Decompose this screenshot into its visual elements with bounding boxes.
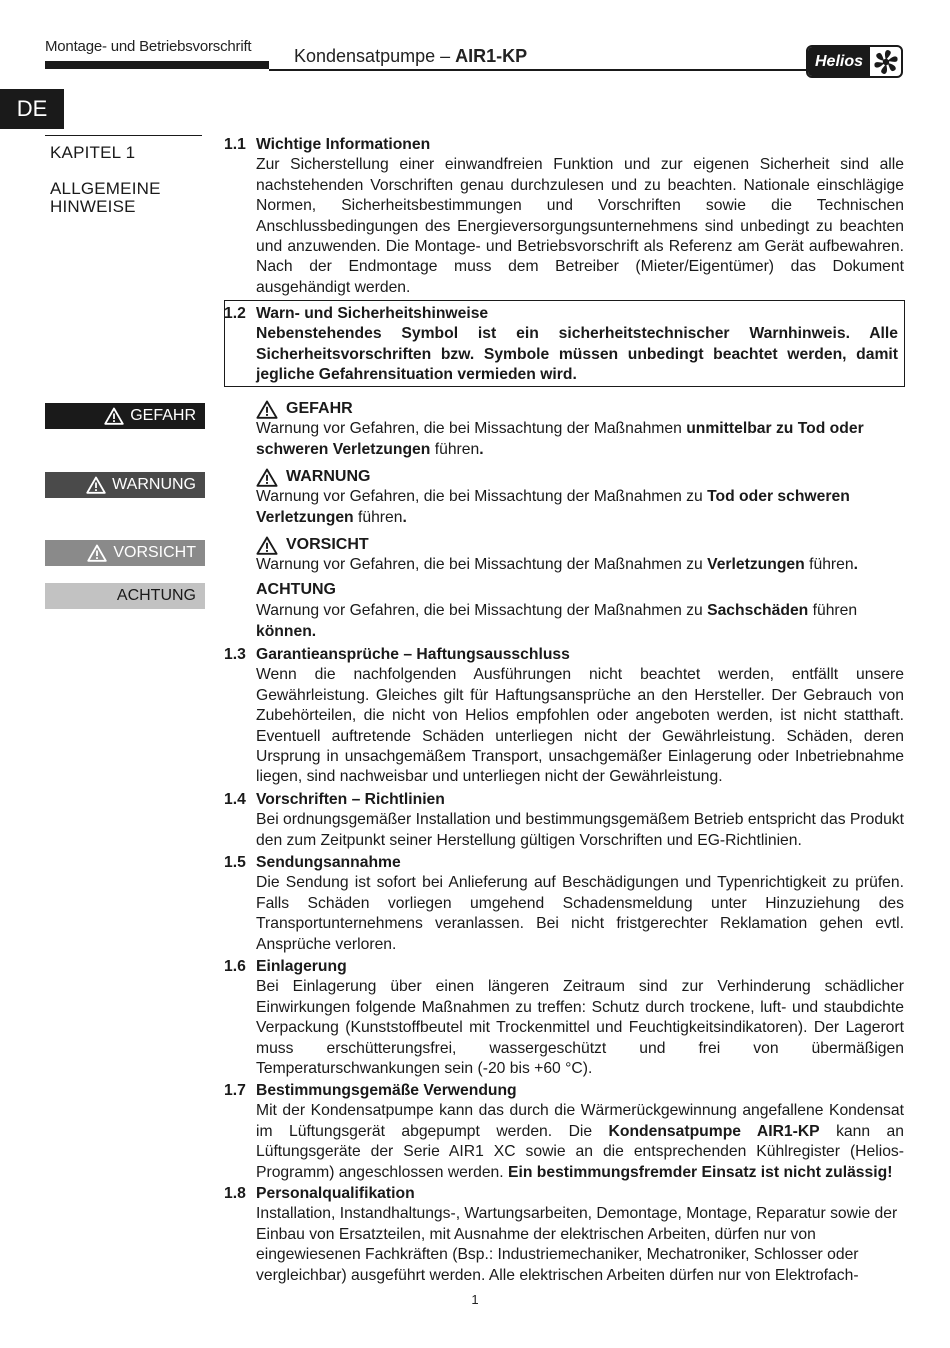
chapter-title bbox=[50, 180, 161, 216]
logo-text: Helios bbox=[808, 47, 870, 76]
section-body bbox=[256, 1101, 904, 1183]
warning-title-text: VORSICHT bbox=[286, 536, 369, 553]
section-title: Wichtige Informationen bbox=[256, 136, 431, 153]
section-body: Nebenstehendes Symbol ist ein sicherheitstechnischer Warnhinweis. Alle Sicherheitsvorschriften bzw. Symbole müssen unbedingt beachtet werden, damit jegliche Gefahrensituation vermieden wird. bbox=[256, 325, 898, 384]
section-title: Personalqualifikation bbox=[256, 1185, 415, 1202]
text-emphasis: Tod oder schweren Verletzungen bbox=[256, 488, 850, 526]
section-heading bbox=[224, 790, 904, 810]
label-achtung bbox=[45, 583, 205, 609]
chapter-rule bbox=[45, 135, 202, 136]
document-title bbox=[294, 46, 527, 67]
section-body: Installation, Instandhaltungs-, Wartungsarbeiten, Demontage, Montage, Reparatur sowie der Einbau von Ersatzteilen, mit Ausnahme der elektrischen Arbeiten, dürfen nur von eingewiesenen Fachkräften (Bsp.: Industriemechaniker, Mechatroniker, Schlosser oder vergleichbar) ausgeführt werden. Alle elektrischen Arbeiten dürfen nur von Elektrofach- bbox=[256, 1205, 898, 1284]
section-number: 1.8 bbox=[224, 1185, 246, 1202]
section-heading bbox=[224, 853, 904, 873]
text-run: Warnung vor Gefahren, die bei Missachtung der Maßnahmen bbox=[256, 420, 687, 438]
text-run: führen bbox=[804, 556, 854, 574]
section-number: 1.1 bbox=[224, 136, 246, 153]
section-heading bbox=[224, 1081, 904, 1101]
text-run: Warnung vor Gefahren, die bei Missachtung der Maßnahmen zu bbox=[256, 488, 708, 506]
text-run: kann an Lüftungsgeräte der Serie AIR1 XC sowie an die entsprechenden Kühlregister (Helios-Programm) angeschlossen werden. bbox=[256, 1122, 904, 1181]
helios-logo bbox=[806, 45, 903, 78]
text-emphasis: Verletzungen bbox=[707, 556, 805, 574]
text-emphasis: Ein bestimmungsfremder Einsatz ist nicht zulässig! bbox=[508, 1163, 893, 1181]
document-type-label: Montage- und Betriebsvorschrift bbox=[45, 38, 252, 55]
section-1-2 bbox=[224, 304, 904, 386]
label-vorsicht bbox=[45, 540, 205, 566]
warning-vorsicht bbox=[256, 535, 904, 576]
warning-text bbox=[256, 487, 904, 528]
section-1-6 bbox=[224, 957, 904, 1079]
text-emphasis: unmittelbar zu Tod oder schweren Verletzungen bbox=[256, 420, 864, 458]
warning-triangle-icon bbox=[256, 400, 278, 419]
warning-text bbox=[256, 555, 904, 575]
label-warnung bbox=[45, 472, 205, 498]
warning-title-text: ACHTUNG bbox=[256, 581, 336, 598]
title-prefix: Kondensatpumpe – bbox=[294, 46, 456, 66]
label-text: VORSICHT bbox=[113, 544, 196, 561]
label-gefahr bbox=[45, 403, 205, 429]
section-number: 1.2 bbox=[224, 305, 246, 322]
section-1-3 bbox=[224, 645, 904, 788]
section-heading bbox=[224, 1184, 904, 1204]
text-emphasis: . bbox=[479, 440, 484, 458]
text-emphasis: Kondensatpumpe AIR1-KP bbox=[608, 1122, 820, 1140]
section-heading bbox=[224, 645, 904, 665]
text-run: führen bbox=[353, 508, 403, 526]
warning-title-text: GEFAHR bbox=[286, 400, 353, 417]
section-1-8 bbox=[224, 1184, 904, 1286]
text-emphasis: können. bbox=[256, 622, 317, 640]
title-model: AIR1-KP bbox=[455, 46, 528, 66]
text-run: Warnung vor Gefahren, die bei Missachtung der Maßnahmen zu bbox=[256, 556, 708, 574]
section-number: 1.3 bbox=[224, 646, 246, 663]
text-run: führen bbox=[808, 602, 858, 620]
fan-icon bbox=[870, 49, 901, 75]
warning-achtung bbox=[256, 580, 904, 642]
warning-title bbox=[256, 535, 904, 555]
section-body: Bei ordnungsgemäßer Installation und bestimmungsgemäßem Betrieb entspricht das Produkt den zum Zeitpunkt seiner Herstellung gültigen Vorschriften und EG-Richtlinien. bbox=[256, 811, 904, 849]
section-1-4 bbox=[224, 790, 904, 851]
warning-text bbox=[256, 601, 904, 642]
section-body: Bei Einlagerung über einen längeren Zeitraum sind zur Verhinderung schädlicher Einwirkungen folgende Maßnahmen zu treffen: Schutz durch trockene, luft- und staubdichte Verpackung (Kunststoffbeutel mit Trockenmittel und Feuchtigkeitsindikatoren). Der Lagerort muss erschütterungsfrei, wassergeschützt und frei von übermäßigen Temperaturschwankungen sein (-20 bis +60 °C). bbox=[256, 978, 904, 1078]
section-title: Warn- und Sicherheitshinweise bbox=[256, 305, 489, 322]
section-title: Einlagerung bbox=[256, 958, 347, 975]
section-heading bbox=[224, 135, 904, 155]
warning-triangle-icon bbox=[256, 468, 278, 487]
header-bar bbox=[45, 61, 269, 69]
section-title: Bestimmungsgemäße Verwendung bbox=[256, 1082, 517, 1099]
text-run: führen bbox=[430, 440, 480, 458]
section-1-1 bbox=[224, 135, 904, 298]
section-1-7 bbox=[224, 1081, 904, 1183]
warning-triangle-icon bbox=[86, 476, 106, 494]
text-emphasis: . bbox=[402, 508, 407, 526]
warning-warnung bbox=[256, 467, 904, 528]
section-number: 1.6 bbox=[224, 958, 246, 975]
section-body: Zur Sicherstellung einer einwandfreien Funktion und zur eigenen Sicherheit sind alle nachstehenden Vorschriften genau durchzulesen und zu beachten. Nationale einschlägige Normen, Sicherheitsbestimmungen und Vorschriften sowie die Technischen Anschlussbedingungen des Energieversorgungsunternehmens sind unbedingt zu beachten und anzuwenden. Die Montage- und Betriebsvorschrift als Referenz am Gerät aufbewahren. Nach der Endmontage muss dem Betreiber (Mieter/Eigentümer) das Dokument ausgehändigt werden. bbox=[256, 156, 904, 296]
warning-text bbox=[256, 419, 904, 460]
page-number: 1 bbox=[471, 1292, 479, 1307]
warning-triangle-icon bbox=[256, 536, 278, 555]
section-body: Wenn die nachfolgenden Ausführungen nicht beachtet werden, entfällt unsere Gewährleistung. Gleiches gilt für Haftungsansprüche an den Hersteller. Der Gebrauch von Zubehörteilen, die nicht von Helios empfohlen oder angeboten werden, ist nicht statthaft. Eventuell auftretende Schäden unterliegen nicht der Gewährleistung. Schäden, deren Ursprung in unsachgemäßem Transport, unsachgemäßer Einlagerung oder Inbetriebnahme liegen, sind nachweisbar und unterliegen nicht der Gewährleistung. bbox=[256, 666, 904, 786]
chapter-title-line: HINWEISE bbox=[50, 197, 136, 216]
header-rule bbox=[269, 69, 809, 71]
text-emphasis: . bbox=[853, 556, 858, 574]
label-text: GEFAHR bbox=[130, 407, 196, 424]
section-title: Sendungsannahme bbox=[256, 854, 401, 871]
section-number: 1.4 bbox=[224, 791, 246, 808]
section-title: Garantieansprüche – Haftungsausschluss bbox=[256, 646, 570, 663]
section-title: Vorschriften – Richtlinien bbox=[256, 791, 445, 808]
text-run: Mit der Kondensatpumpe kann das durch die Wärmerückgewinnung angefallene Kondensat im Lüftungsgerät abgepumpt werden. Die bbox=[256, 1102, 904, 1140]
section-body: Die Sendung ist sofort bei Anlieferung auf Beschädigungen und Typenrichtigkeit zu prüfen. Falls Schäden vorliegen umgehend Schadensmeldung unter Hinzuziehung des Transportunternehmens veranlassen. Bei nicht fristgerechter Reklamation gehen evtl. Ansprüche verloren. bbox=[256, 874, 904, 953]
section-1-5 bbox=[224, 853, 904, 955]
section-number: 1.7 bbox=[224, 1082, 246, 1099]
warning-title-text: WARNUNG bbox=[286, 468, 371, 485]
warning-title bbox=[256, 580, 904, 600]
text-emphasis: Sachschäden bbox=[707, 602, 809, 620]
language-tab: DE bbox=[0, 89, 64, 129]
label-text: ACHTUNG bbox=[116, 587, 196, 604]
label-text: WARNUNG bbox=[112, 476, 196, 493]
text-run: Warnung vor Gefahren, die bei Missachtung der Maßnahmen zu bbox=[256, 602, 708, 620]
warning-title bbox=[256, 467, 904, 487]
section-number: 1.5 bbox=[224, 854, 246, 871]
warning-triangle-icon bbox=[87, 544, 107, 562]
warning-title bbox=[256, 399, 904, 419]
chapter-number: KAPITEL 1 bbox=[50, 143, 136, 162]
chapter-title-line: ALLGEMEINE bbox=[50, 179, 161, 198]
section-heading bbox=[224, 957, 904, 977]
warning-triangle-icon bbox=[104, 407, 124, 425]
warning-gefahr bbox=[256, 399, 904, 460]
section-heading bbox=[224, 304, 904, 324]
